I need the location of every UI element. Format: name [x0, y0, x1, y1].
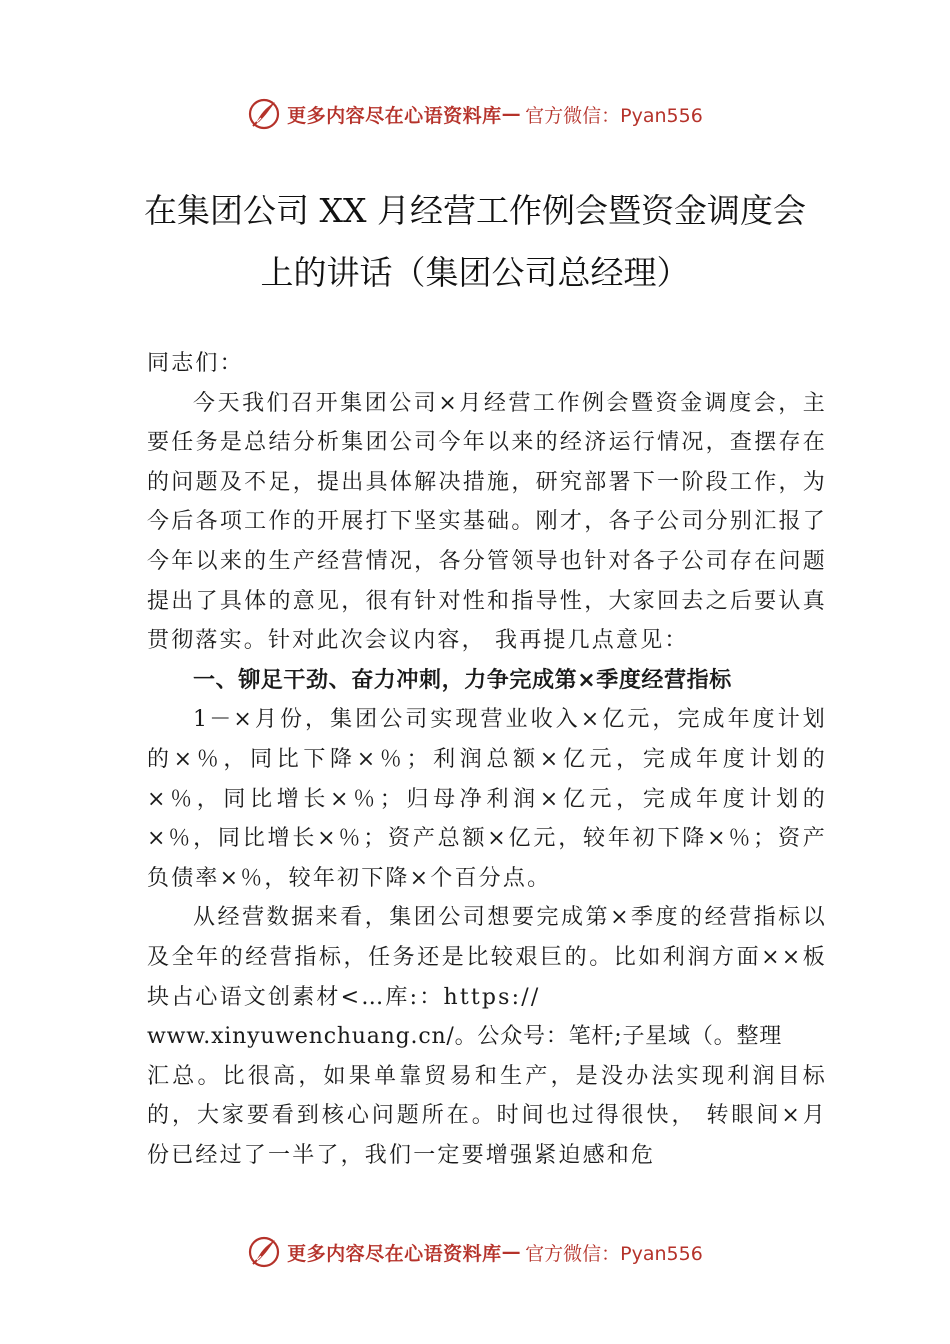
- banner-main-text: 更多内容尽在心语资料库: [287, 104, 502, 127]
- document-title: 在集团公司 XX 月经营工作例会暨资金调度会上的讲话（集团公司总经理）: [144, 191, 806, 292]
- quill-logo-icon: [247, 97, 281, 131]
- paragraph-performance-data: 1－×月份，集团公司实现营业收入×亿元，完成年度计划的×％，同比下降×％；利润总额×亿元，完成年度计划的×％，同比增长×％；归母净利润×亿元，完成年度计划的×％，同比增长×％；资产总额×亿元，较年初下降×％；资产负债率×％，较年初下降×个百分点。: [147, 707, 827, 891]
- salutation: 同志们：: [147, 351, 244, 376]
- banner-separator: —: [501, 103, 522, 125]
- header-banner: [0, 94, 950, 134]
- paragraph-analysis-part1: 从经营数据来看，集团公司想要完成第×季度的经营指标以及全年的经营指标，任务还是比较艰巨的。比如利润方面××板块占心语文创素材<…库:：https://: [147, 905, 827, 1010]
- document-body: [147, 344, 827, 1175]
- quill-logo-icon: [247, 1235, 281, 1269]
- banner-wechat-text: 官方微信：Pyan556: [525, 1242, 703, 1265]
- paragraph-analysis-url: www.xinyuwenchuang.cn/。公众号：笔杆;子星域（。整理: [147, 1024, 783, 1050]
- paragraph-analysis-part2: 汇总。比很高，如果单靠贸易和生产，是没办法实现利润目标的，大家要看到核心问题所在。时间也过得很快， 转眼间×月份已经过了一半了，我们一定要增强紧迫感和危: [147, 1063, 827, 1168]
- banner-separator: —: [501, 1241, 522, 1263]
- banner-wechat-text: 官方微信：Pyan556: [525, 104, 703, 127]
- section-heading-1: 一、铆足干劲、奋力冲刺，力争完成第×季度经营指标: [193, 667, 732, 693]
- footer-banner: [0, 1232, 950, 1272]
- banner-main-text: 更多内容尽在心语资料库: [287, 1242, 502, 1265]
- paragraph-intro: 今天我们召开集团公司×月经营工作例会暨资金调度会，主要任务是总结分析集团公司今年以来的经济运行情况，查摆存在的问题及不足，提出具体解决措施，研究部署下一阶段工作，为今后各项工作的开展打下坚实基础。刚才，各子公司分别汇报了今年以来的生产经营情况，各分管领导也针对各子公司存在问题提出了具体的意见，很有针对性和指导性，大家回去之后要认真贯彻落实。针对此次会议内容， 我再提几点意见：: [147, 390, 827, 654]
